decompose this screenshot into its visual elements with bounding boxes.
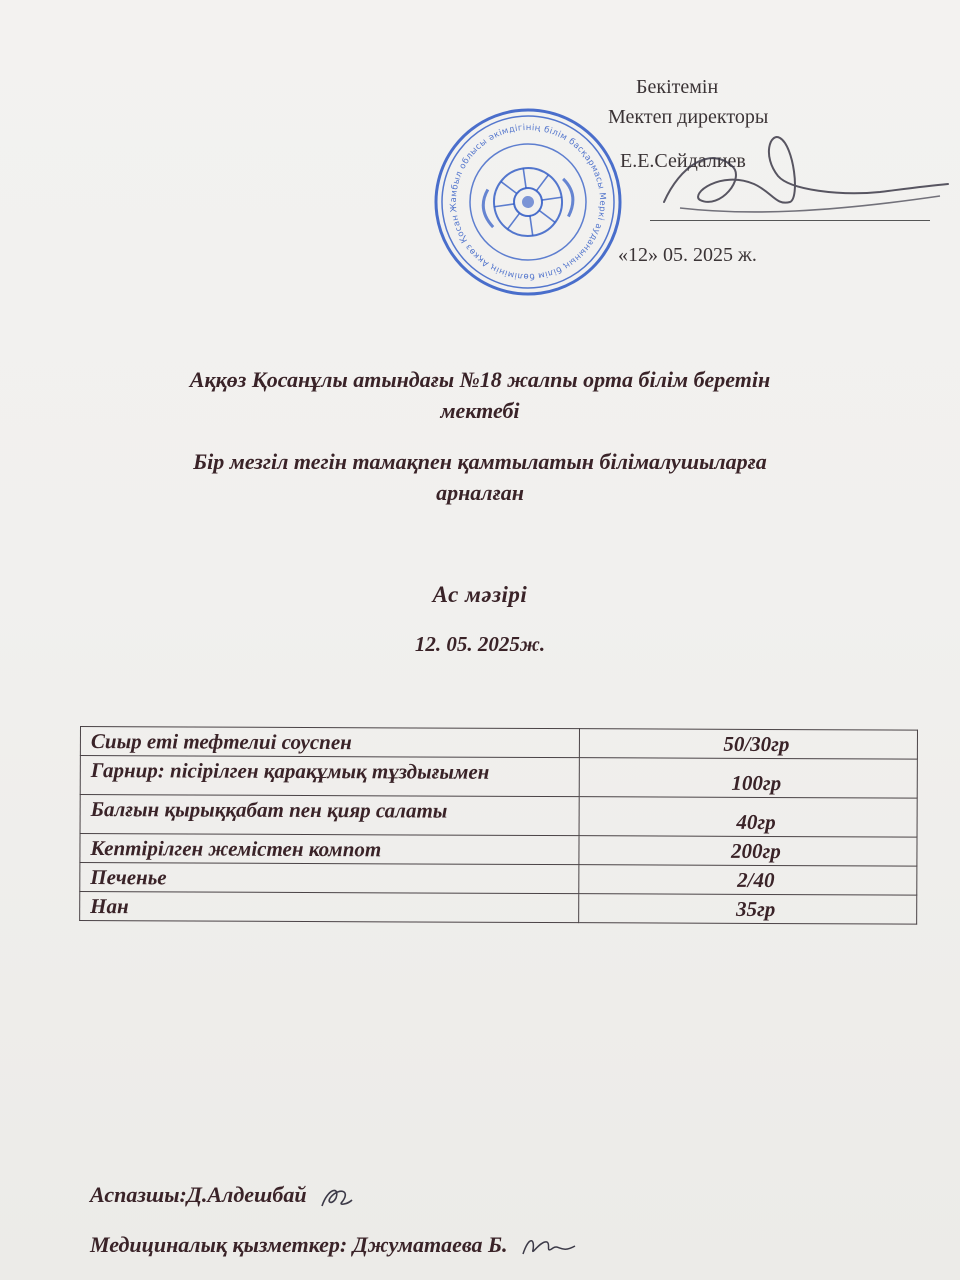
stamp-text: Жамбыл облысы әкімдігінің білім басқармасы Меркі ауданының білім бөлімінің Ақкөз Қосанұлы — [448, 122, 608, 282]
school-name-heading — [60, 364, 900, 426]
director-position: Мектеп директоры — [608, 106, 769, 128]
medic-signature — [521, 1234, 577, 1260]
audience-heading — [60, 446, 900, 508]
menu-title: Ас мәзірі — [432, 582, 528, 607]
dish-name: Печенье — [80, 863, 579, 894]
school-stamp — [428, 104, 628, 300]
table-row — [80, 756, 917, 799]
school-name-line-2: мектебі — [440, 398, 520, 423]
medic-signature-line — [90, 1232, 577, 1260]
dish-name: Балғын қырыққабат пен қияр салаты — [80, 795, 579, 836]
table-row — [80, 795, 917, 838]
menu-table — [79, 726, 918, 925]
medic-name: Медициналық қызметкер: Джуматаева Б. — [90, 1232, 508, 1257]
dish-amount: 50/30гр — [579, 729, 917, 759]
table-row — [80, 727, 917, 760]
director-signature — [650, 126, 950, 226]
table-row — [80, 834, 917, 867]
cook-signature-line — [90, 1182, 354, 1210]
cook-signature — [320, 1184, 354, 1210]
dish-amount: 100гр — [579, 758, 917, 798]
dish-name: Сиыр еті тефтелиі соуспен — [80, 727, 579, 758]
dish-amount: 200гр — [579, 836, 917, 866]
table-row — [80, 892, 917, 925]
director-name: Е.Е.Сейдалиев — [620, 150, 746, 172]
dish-name: Кептірілген жемістен компот — [80, 834, 579, 865]
dish-amount: 35гр — [579, 894, 917, 924]
audience-line-2: арналған — [436, 480, 524, 505]
dish-amount: 2/40 — [579, 865, 917, 895]
school-name-line-1: Аққөз Қосанұлы атындағы №18 жалпы орта білім беретін — [189, 367, 771, 392]
approval-date: «12» 05. 2025 ж. — [618, 244, 757, 266]
cook-name: Аспазшы:Д.Алдешбай — [90, 1182, 307, 1207]
dish-amount: 40гр — [579, 797, 917, 837]
dish-name: Нан — [80, 892, 579, 923]
approval-title: Бекітемін — [636, 76, 719, 98]
dish-name: Гарнир: пісірілген қарақұмық тұздығымен — [80, 756, 579, 797]
table-row — [80, 863, 917, 896]
audience-line-1: Бір мезгіл тегін тамақпен қамтылатын білімалушыларға — [193, 449, 767, 474]
menu-date: 12. 05. 2025ж. — [414, 632, 546, 656]
